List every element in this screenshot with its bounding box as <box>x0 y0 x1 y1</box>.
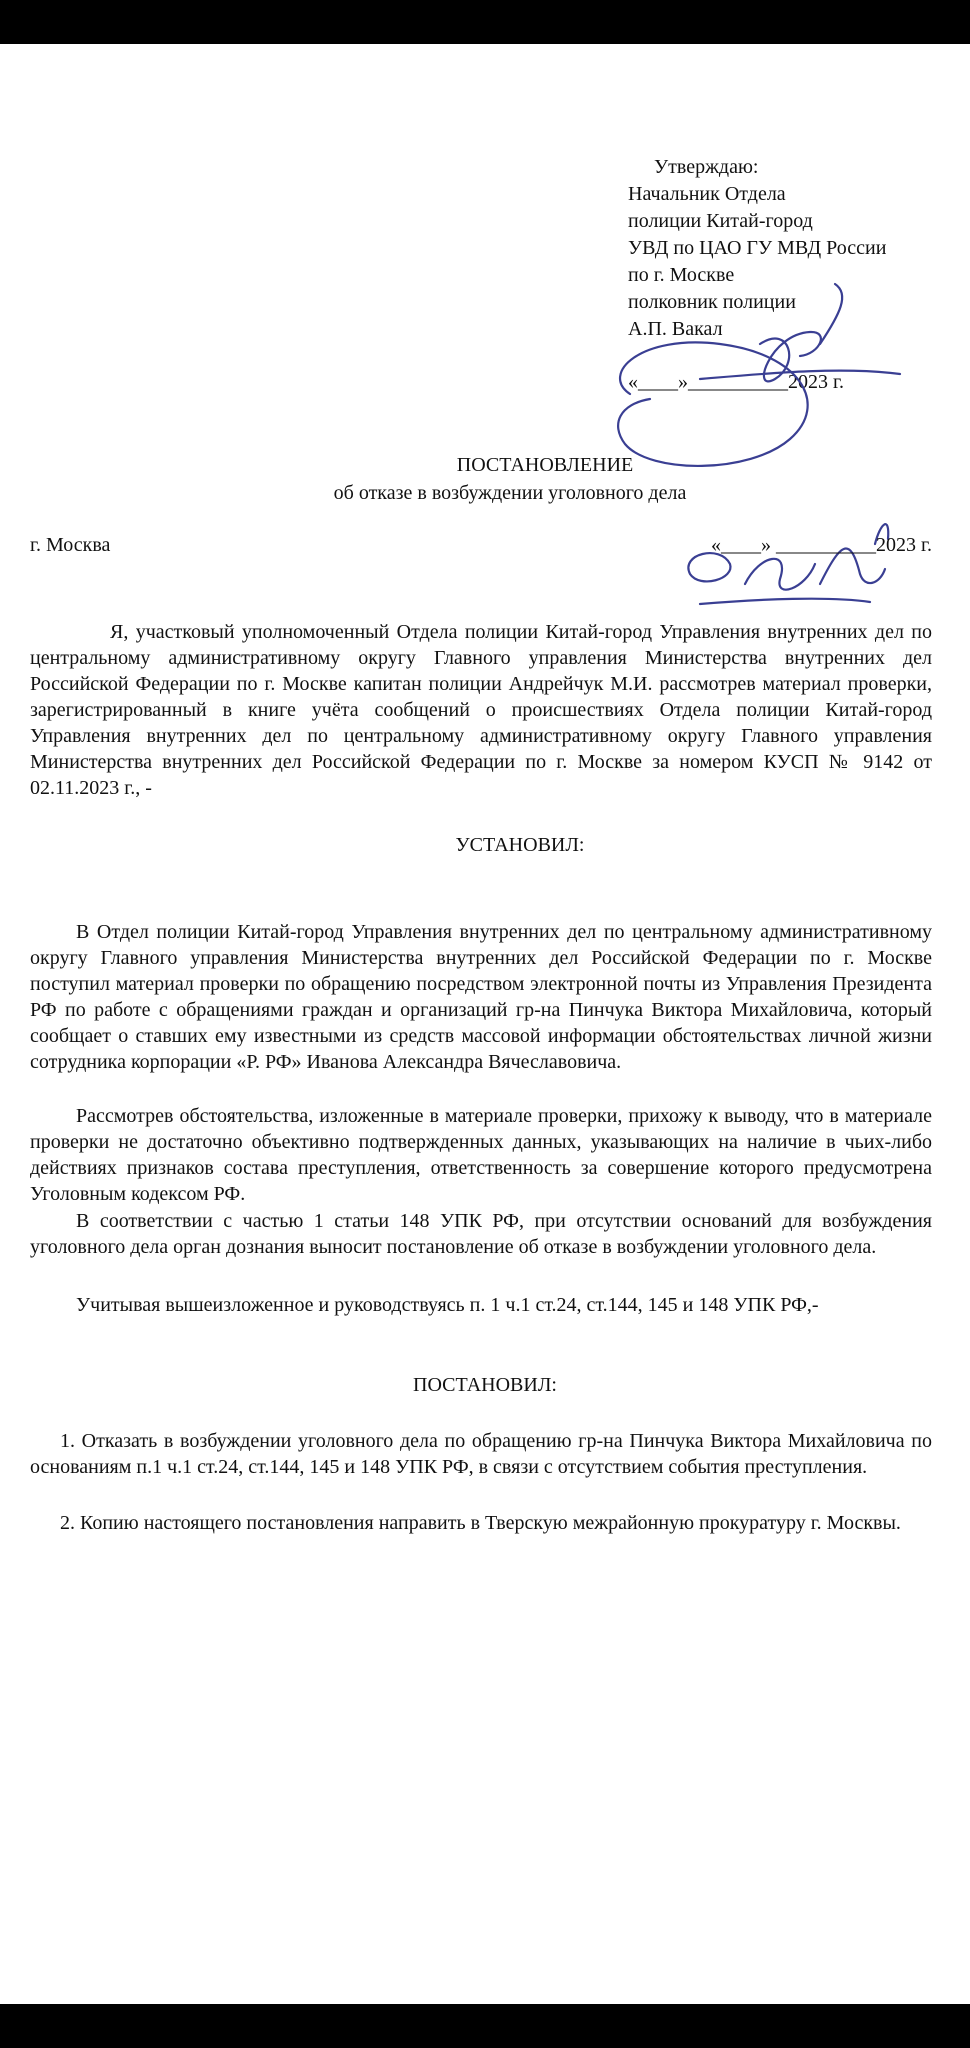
resolved-item: 1. Отказать в возбуждении уголовного дела по обращению гр-на Пинчука Виктора Михайловича по основаниям п.1 ч.1 ст.24, ст.144, 145 и 148 УПК РФ, в связи с отсутствием события преступления. <box>30 1430 932 1478</box>
top-bar <box>0 0 970 44</box>
intro-paragraph: Я, участковый уполномоченный Отдела полиции Китай-город Управления внутренних дел по центральному административному округу Главного управления Министерства внутренних дел Российской Федерации по г. Москве капитан полиции Андрейчук М.И. рассмотрев материал проверки, зарегистрированный в книге учёта сообщений о происшествиях Отдела полиции Китай-город Управления внутренних дел по центральному административному округу Главного управления Министерства внутренних дел Российской Федерации по г. Москве за номером КУСП № 9142 от 02.11.2023 г., - <box>30 621 932 799</box>
established-paragraph: Рассмотрев обстоятельства, изложенные в материале проверки, прихожу к выводу, что в материале проверки не достаточно объективно подтвержденных данных, указывающих на наличие в чьих-либо действиях признаков состава преступления, ответственность за совершение которого предусмотрена Уголовным кодексом РФ. <box>30 1105 932 1205</box>
resolved-item: 2. Копию настоящего постановления направить в Тверскую межрайонную прокуратуру г. Москвы. <box>60 1512 901 1534</box>
document-page <box>0 44 970 2004</box>
document-subtitle: об отказе в возбуждении уголовного дела <box>333 482 687 504</box>
document-place: г. Москва <box>30 534 111 556</box>
approval-line: полковник полиции <box>628 291 796 313</box>
approval-line: полиции Китай-город <box>628 210 813 232</box>
established-paragraph: В соответствии с частью 1 статьи 148 УПК РФ, при отсутствии оснований для возбуждения уголовного дела орган дознания выносит постановление об отказе в возбуждении уголовного дела. <box>30 1210 932 1258</box>
approval-line: по г. Москве <box>628 264 735 286</box>
resolved-heading: ПОСТАНОВИЛ: <box>413 1374 557 1396</box>
established-paragraph: В Отдел полиции Китай-город Управления внутренних дел по центральному административному округу Главного управления Министерства внутренних дел Российской Федерации по г. Москве поступил материал проверки по обращению посредством электронной почты из Управления Президента РФ по работе с обращениями граждан и организаций гр-на Пинчука Виктора Михайловича, который сообщает о ставших ему известными из средств массовой информации обстоятельствах личной жизни сотрудника корпорации «Р. РФ» Иванова Александра Вячеславовича. <box>30 921 932 1073</box>
approval-date: «____»__________2023 г. <box>628 371 844 393</box>
approval-line: А.П. Вакал <box>628 318 723 340</box>
approval-line: Утверждаю: <box>654 156 759 178</box>
handwritten-marks <box>0 44 970 684</box>
approval-line: Начальник Отдела <box>628 183 786 205</box>
approval-line: УВД по ЦАО ГУ МВД России <box>628 237 887 259</box>
document-date: «____» __________2023 г. <box>711 534 932 556</box>
document-title: ПОСТАНОВЛЕНИЕ <box>456 454 634 476</box>
established-paragraph: Учитывая вышеизложенное и руководствуясь п. 1 ч.1 ст.24, ст.144, 145 и 148 УПК РФ,- <box>76 1294 819 1316</box>
bottom-bar <box>0 2004 970 2048</box>
established-heading: УСТАНОВИЛ: <box>455 834 585 856</box>
